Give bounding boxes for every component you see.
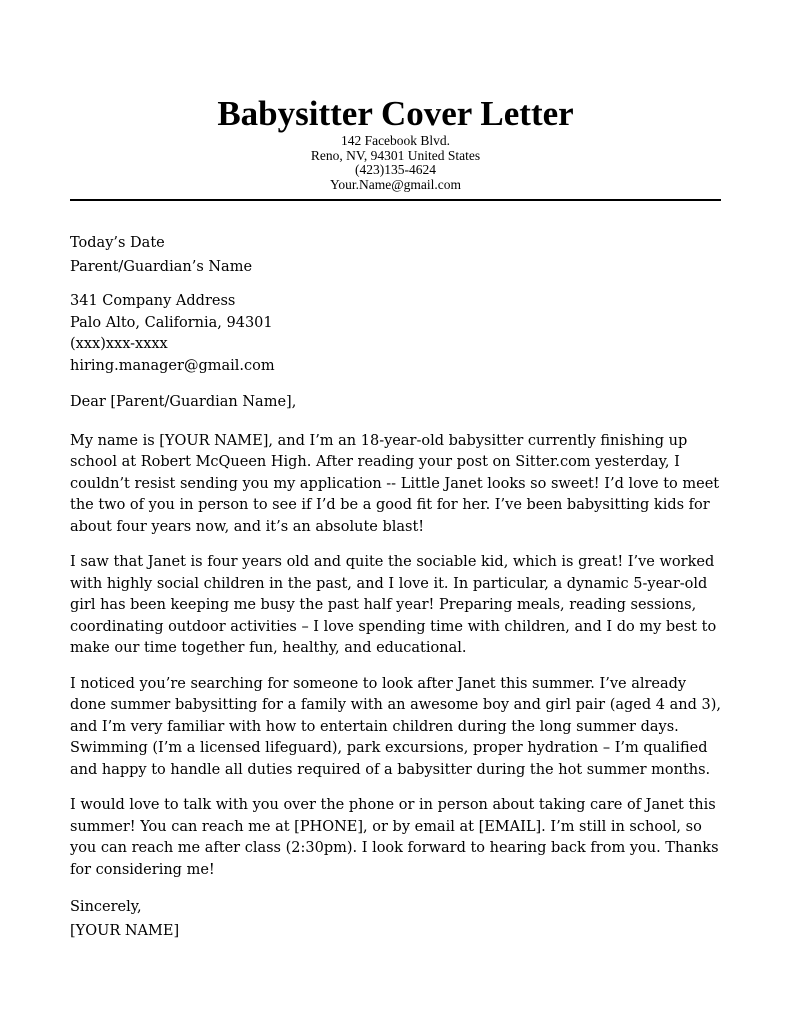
paragraph-line: coordinating outdoor activities – I love spending time with children, and I do my best to	[70, 618, 717, 635]
sender-phone: (423)135-4624	[355, 162, 436, 177]
closing-signoff: Sincerely,	[70, 899, 142, 915]
paragraph-line: Swimming (I’m a licensed lifeguard), park excursions, proper hydration – I’m qualified	[70, 740, 708, 756]
paragraph-line: the two of you in person to see if I’d be a good fit for her. I’ve been babysitting kids for	[70, 497, 710, 513]
paragraph-line: I would love to talk with you over the phone or in person about taking care of Janet this	[70, 797, 716, 813]
paragraph-3	[70, 674, 730, 782]
salutation: Dear [Parent/Guardian Name],	[70, 394, 297, 410]
paragraph-line: school at Robert McQueen High. After reading your post on Sitter.com yesterday, I	[70, 454, 680, 470]
paragraph-line: with highly social children in the past, and I love it. In particular, a dynamic 5-year-old	[70, 575, 708, 592]
paragraph-line: for considering me!	[70, 861, 215, 878]
recipient-address-block	[70, 291, 730, 377]
paragraph-2	[70, 552, 730, 660]
paragraph-line: make our time together fun, healthy, and educational.	[70, 640, 467, 656]
sender-address-line2: Reno, NV, 94301 United States	[310, 147, 481, 163]
closing-name: [YOUR NAME]	[70, 923, 180, 939]
recipient-name: Parent/Guardian’s Name	[70, 259, 253, 275]
paragraph-line: I saw that Janet is four years old and quite the sociable kid, which is great! I’ve worked	[70, 554, 715, 570]
paragraph-line: couldn’t resist sending you my application -- Little Janet looks so sweet! I’d love to meet	[70, 475, 720, 492]
letter-date: Today’s Date	[70, 235, 165, 251]
letter-title: Babysitter Cover Letter	[217, 94, 574, 133]
date-block	[70, 231, 730, 279]
recipient-email: hiring.manager@gmail.com	[70, 357, 275, 374]
paragraph-line: and happy to handle all duties required of a babysitter during the hot summer months.	[70, 761, 711, 778]
paragraph-line: done summer babysitting for a family with an awesome boy and girl pair (aged 4 and 3),	[70, 697, 721, 713]
recipient-phone: (xxx)xxx-xxxx	[70, 336, 168, 352]
header-divider	[70, 199, 721, 201]
recipient-city: Palo Alto, California, 94301	[70, 314, 273, 331]
paragraph-line: I noticed you’re searching for someone to look after Janet this summer. I’ve already	[70, 675, 687, 692]
paragraph-4	[70, 795, 730, 881]
paragraph-1	[70, 431, 730, 539]
paragraph-line: summer! You can reach me at [PHONE], or by email at [EMAIL]. I’m still in school, so	[70, 818, 702, 835]
closing-block	[70, 895, 730, 943]
paragraph-line: you can reach me after class (2:30pm). I look forward to hearing back from you. Thanks	[70, 840, 719, 856]
sender-address-line1: 142 Facebook Blvd.	[340, 133, 451, 148]
paragraph-line: girl has been keeping me busy the past half year! Preparing meals, reading sessions,	[70, 597, 697, 613]
paragraph-line: about four years now, and it’s an absolute blast!	[70, 518, 425, 535]
paragraph-line: and I’m very familiar with how to entertain children during the long summer days.	[70, 718, 679, 735]
sender-email: Your.Name@gmail.com	[329, 176, 462, 192]
paragraph-line: My name is [YOUR NAME], and I’m an 18-year-old babysitter currently finishing up	[70, 432, 688, 449]
recipient-street: 341 Company Address	[70, 293, 236, 309]
letter-header	[0, 94, 791, 192]
letter-body	[70, 231, 730, 943]
